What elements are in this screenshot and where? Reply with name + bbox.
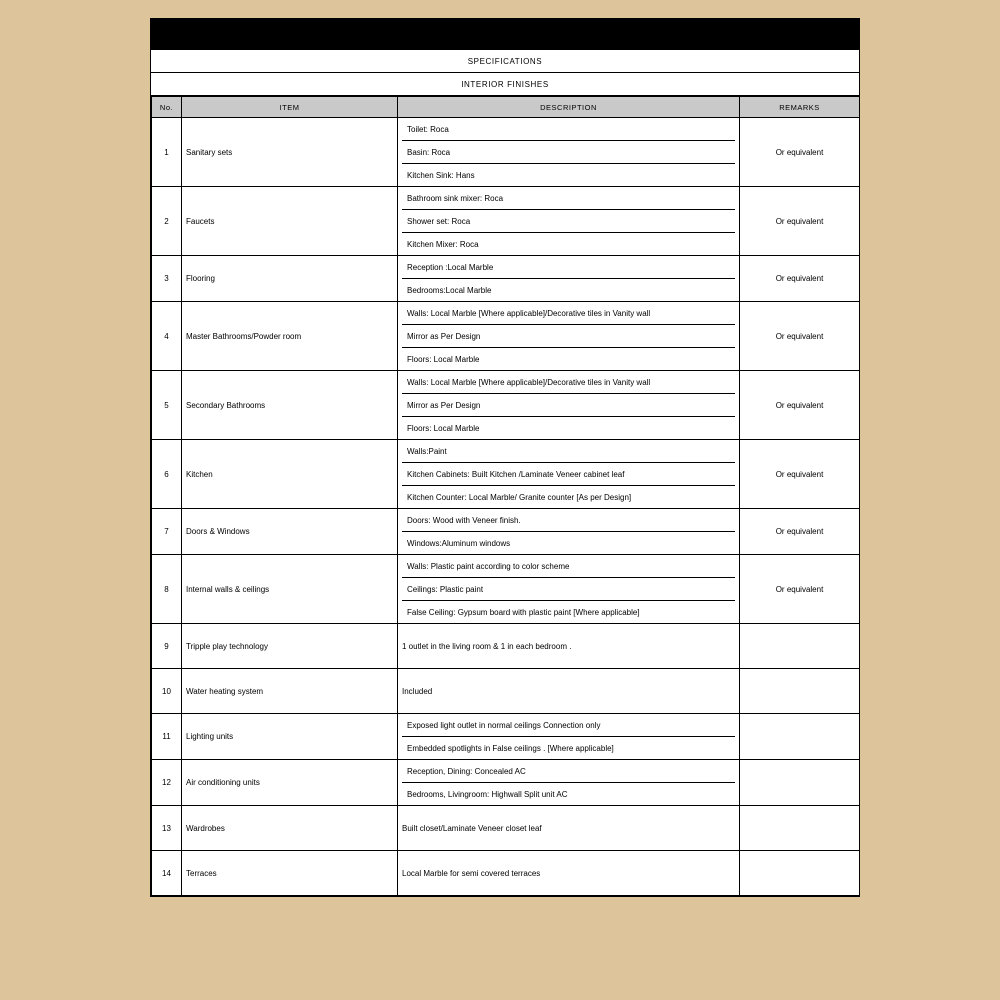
row-number: 8 bbox=[152, 555, 182, 624]
row-remarks: Or equivalent bbox=[740, 509, 860, 555]
row-item: Master Bathrooms/Powder room bbox=[182, 302, 398, 371]
row-remarks: Or equivalent bbox=[740, 371, 860, 440]
description-line: Mirror as Per Design bbox=[402, 394, 735, 417]
row-description bbox=[398, 256, 740, 302]
row-remarks bbox=[740, 714, 860, 760]
row-remarks: Or equivalent bbox=[740, 302, 860, 371]
row-description: Included bbox=[398, 669, 740, 714]
description-line: Kitchen Cabinets: Built Kitchen /Laminate Veneer cabinet leaf bbox=[402, 463, 735, 486]
description-line: Exposed light outlet in normal ceilings Connection only bbox=[402, 714, 735, 737]
specifications-table bbox=[151, 96, 860, 896]
table-row bbox=[152, 118, 860, 187]
description-line: Walls: Plastic paint according to color scheme bbox=[402, 555, 735, 578]
row-item: Wardrobes bbox=[182, 806, 398, 851]
row-description: Built closet/Laminate Veneer closet leaf bbox=[398, 806, 740, 851]
row-remarks: Or equivalent bbox=[740, 555, 860, 624]
row-number: 9 bbox=[152, 624, 182, 669]
row-description bbox=[398, 509, 740, 555]
description-line: Bedrooms, Livingroom: Highwall Split unit AC bbox=[407, 789, 568, 799]
description-line: Doors: Wood with Veneer finish. bbox=[402, 509, 735, 532]
row-number: 6 bbox=[152, 440, 182, 509]
row-item: Tripple play technology bbox=[182, 624, 398, 669]
table-row bbox=[152, 851, 860, 896]
table-row bbox=[152, 371, 860, 440]
description-line: Walls: Local Marble [Where applicable]/Decorative tiles in Vanity wall bbox=[402, 302, 735, 325]
row-remarks: Or equivalent bbox=[740, 256, 860, 302]
row-description bbox=[398, 440, 740, 509]
table-row bbox=[152, 669, 860, 714]
description-line: Bathroom sink mixer: Roca bbox=[402, 187, 735, 210]
row-item: Sanitary sets bbox=[182, 118, 398, 187]
description-line: Bedrooms:Local Marble bbox=[407, 285, 492, 295]
description-line: Embedded spotlights in False ceilings . [Where applicable] bbox=[407, 743, 614, 753]
row-description: Local Marble for semi covered terraces bbox=[398, 851, 740, 896]
description-line: Toilet: Roca bbox=[402, 118, 735, 141]
row-item: Kitchen bbox=[182, 440, 398, 509]
row-item: Terraces bbox=[182, 851, 398, 896]
row-description bbox=[398, 760, 740, 806]
row-description bbox=[398, 187, 740, 256]
table-row bbox=[152, 806, 860, 851]
row-item: Secondary Bathrooms bbox=[182, 371, 398, 440]
column-header-description: DESCRIPTION bbox=[398, 97, 740, 118]
row-remarks bbox=[740, 806, 860, 851]
description-line: Basin: Roca bbox=[402, 141, 735, 164]
table-row bbox=[152, 302, 860, 371]
description-line: Kitchen Counter: Local Marble/ Granite counter [As per Design] bbox=[407, 492, 632, 502]
row-remarks bbox=[740, 669, 860, 714]
row-number: 10 bbox=[152, 669, 182, 714]
row-number: 12 bbox=[152, 760, 182, 806]
row-number: 3 bbox=[152, 256, 182, 302]
column-header-remarks: REMARKS bbox=[740, 97, 860, 118]
page-subtitle: INTERIOR FINISHES bbox=[461, 79, 549, 89]
table-row bbox=[152, 256, 860, 302]
row-description: 1 outlet in the living room & 1 in each bedroom . bbox=[398, 624, 740, 669]
description-line: Reception, Dining: Concealed AC bbox=[402, 760, 735, 783]
row-description bbox=[398, 555, 740, 624]
row-description bbox=[398, 302, 740, 371]
description-line: Mirror as Per Design bbox=[402, 325, 735, 348]
description-line: Shower set: Roca bbox=[402, 210, 735, 233]
row-remarks: Or equivalent bbox=[740, 440, 860, 509]
row-number: 13 bbox=[152, 806, 182, 851]
row-item: Lighting units bbox=[182, 714, 398, 760]
table-row bbox=[152, 624, 860, 669]
row-remarks: Or equivalent bbox=[740, 187, 860, 256]
table-header-row bbox=[152, 97, 860, 118]
row-item: Water heating system bbox=[182, 669, 398, 714]
header-black-band bbox=[151, 19, 859, 50]
description-line: Floors: Local Marble bbox=[407, 354, 480, 364]
row-remarks bbox=[740, 760, 860, 806]
row-remarks bbox=[740, 624, 860, 669]
row-description bbox=[398, 371, 740, 440]
row-number: 14 bbox=[152, 851, 182, 896]
document-subtitle-row bbox=[151, 73, 859, 96]
row-number: 4 bbox=[152, 302, 182, 371]
table-body bbox=[152, 118, 860, 896]
row-description bbox=[398, 118, 740, 187]
specification-sheet bbox=[150, 18, 860, 897]
table-row bbox=[152, 760, 860, 806]
table-row bbox=[152, 714, 860, 760]
description-line: Walls:Paint bbox=[402, 440, 735, 463]
row-remarks: Or equivalent bbox=[740, 118, 860, 187]
description-line: Ceilings: Plastic paint bbox=[402, 578, 735, 601]
description-line: Walls: Local Marble [Where applicable]/Decorative tiles in Vanity wall bbox=[402, 371, 735, 394]
row-item: Doors & Windows bbox=[182, 509, 398, 555]
row-number: 2 bbox=[152, 187, 182, 256]
description-line: False Ceiling: Gypsum board with plastic paint [Where applicable] bbox=[407, 607, 640, 617]
table-row bbox=[152, 509, 860, 555]
page-title: SPECIFICATIONS bbox=[467, 56, 543, 66]
row-number: 7 bbox=[152, 509, 182, 555]
row-item: Internal walls & ceilings bbox=[182, 555, 398, 624]
column-header-item: ITEM bbox=[182, 97, 398, 118]
row-description bbox=[398, 714, 740, 760]
description-line: Windows:Aluminum windows bbox=[407, 538, 511, 548]
row-item: Faucets bbox=[182, 187, 398, 256]
row-number: 1 bbox=[152, 118, 182, 187]
row-item: Flooring bbox=[182, 256, 398, 302]
row-item: Air conditioning units bbox=[182, 760, 398, 806]
table-row bbox=[152, 555, 860, 624]
description-line: Kitchen Mixer: Roca bbox=[407, 239, 479, 249]
row-number: 5 bbox=[152, 371, 182, 440]
column-header-no: No. bbox=[152, 97, 182, 118]
document-title-row bbox=[151, 50, 859, 73]
description-line: Kitchen Sink: Hans bbox=[407, 170, 475, 180]
description-line: Floors: Local Marble bbox=[407, 423, 480, 433]
row-remarks bbox=[740, 851, 860, 896]
row-number: 11 bbox=[152, 714, 182, 760]
description-line: Reception :Local Marble bbox=[402, 256, 735, 279]
table-row bbox=[152, 440, 860, 509]
table-row bbox=[152, 187, 860, 256]
